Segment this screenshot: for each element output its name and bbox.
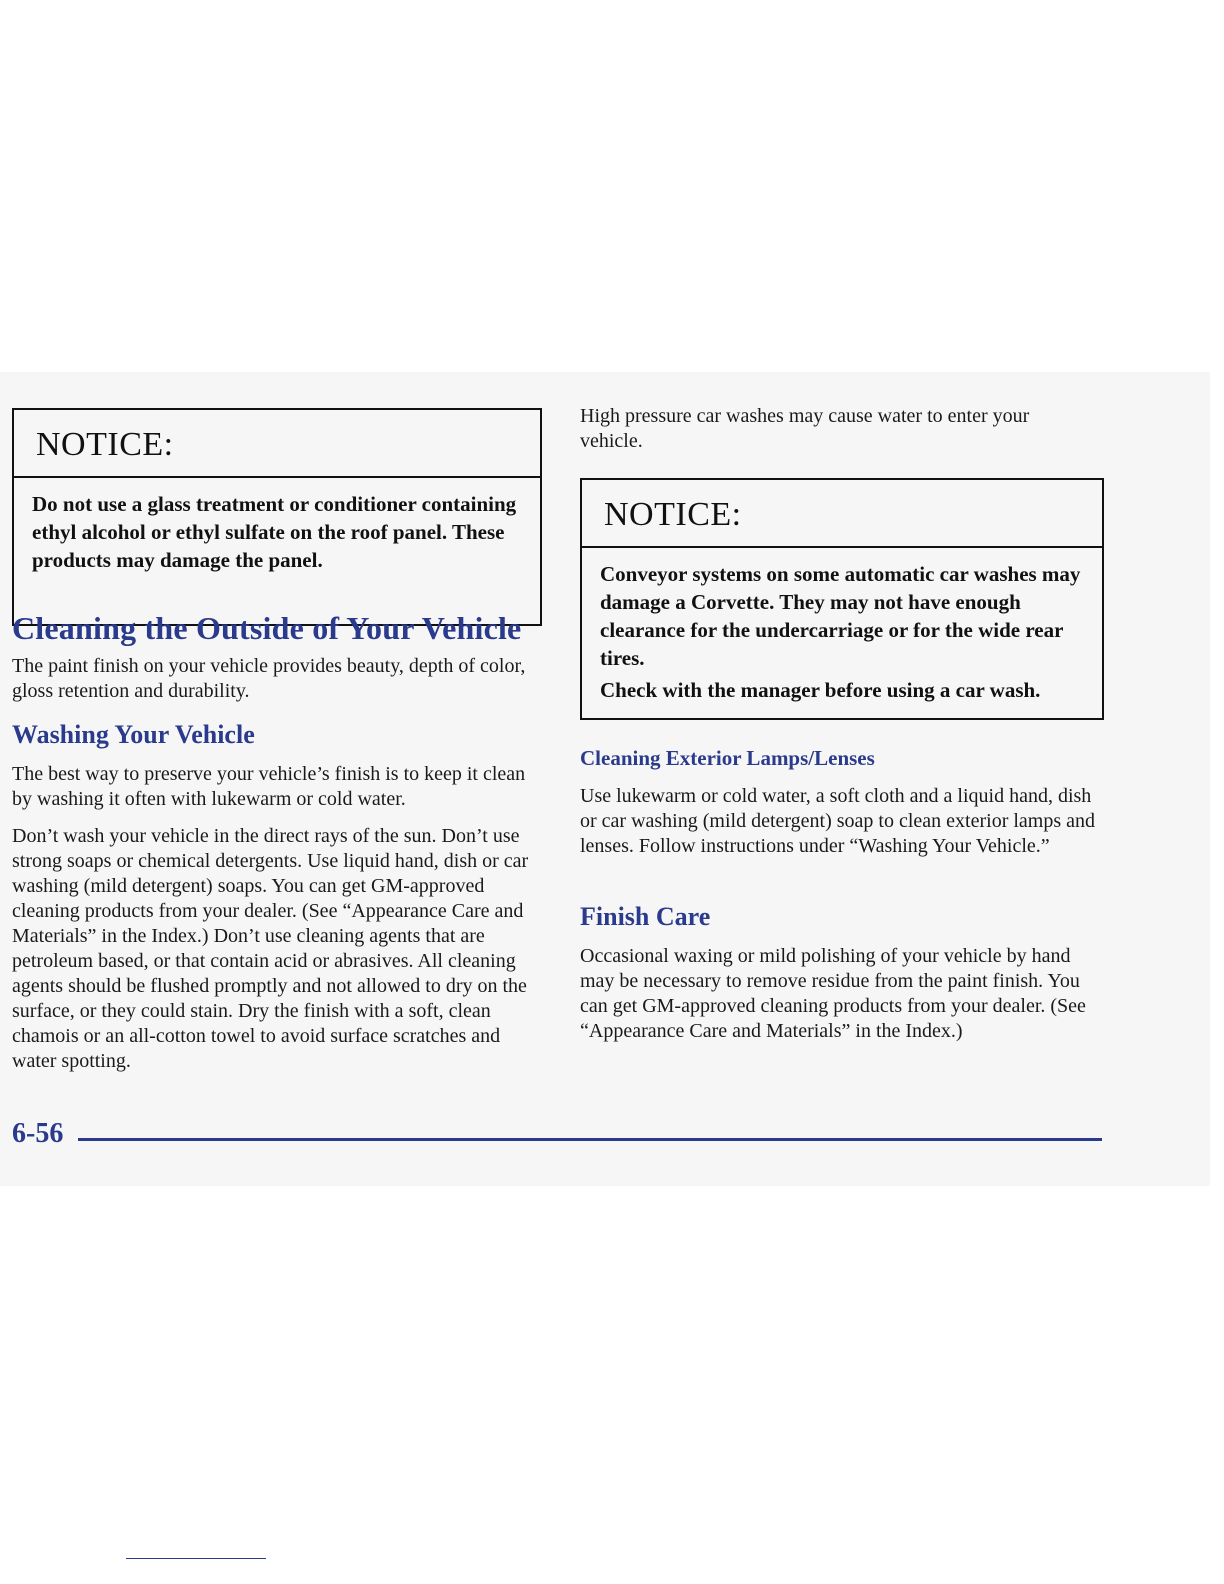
footer-rule: [78, 1138, 1102, 1141]
high-pressure-paragraph: High pressure car washes may cause water to enter your vehicle.: [580, 405, 1030, 452]
notice-heading: NOTICE:: [582, 480, 1102, 548]
notice-text-check-manager: Check with the manager before using a car wash.: [600, 678, 1041, 702]
subsection-title-washing: Washing Your Vehicle: [12, 720, 255, 749]
finish-care-paragraph: Occasional waxing or mild polishing of your vehicle by hand may be necessary to remove residue from the paint finish. You can get GM-approved cleaning products from your dealer. (See “Appearance Care and Materials” in the Index.): [580, 945, 1086, 1042]
page-number: 6-56: [12, 1118, 64, 1149]
manual-page: [0, 372, 1210, 1186]
notice-text: Do not use a glass treatment or conditioner containing ethyl alcohol or ethyl sulfate on the roof panel. These products may damage the panel.: [32, 492, 517, 572]
notice-heading: NOTICE:: [14, 410, 540, 478]
washing-paragraph-2: Don’t wash your vehicle in the direct rays of the sun. Don’t use strong soaps or chemical detergents. Use liquid hand, dish or car washing (mild detergent) soaps. You can get GM-approved cleaning products from your dealer. (See “Appearance Care and Materials” in the Index.) Don’t use cleaning agents that are petroleum based, or that contain acid or abrasives. All cleaning agents should be flushed promptly and not allowed to dry on the surface, or they could stain. Dry the finish with a soft, clean chamois or an all-cotton towel to avoid surface scratches and water spotting.: [12, 825, 529, 1072]
subsection-title-finish-care: Finish Care: [580, 902, 711, 931]
section-intro-paragraph: The paint finish on your vehicle provides beauty, depth of color, gloss retention and durability.: [12, 655, 526, 702]
section-title-cleaning-outside: Cleaning the Outside of Your Vehicle: [12, 610, 522, 646]
subsection-title-lamps-lenses: Cleaning Exterior Lamps/Lenses: [580, 746, 875, 770]
notice-body: [582, 548, 1102, 714]
bottom-rule: [126, 1558, 266, 1559]
notice-box-roof-panel: [12, 408, 542, 626]
lamps-paragraph: Use lukewarm or cold water, a soft cloth and a liquid hand, dish or car washing (mild detergent) soap to clean exterior lamps and lenses. Follow instructions under “Washing Your Vehicle.”: [580, 785, 1096, 857]
notice-body: [14, 478, 540, 584]
notice-box-conveyor: [580, 478, 1104, 720]
notice-text-conveyor: Conveyor systems on some automatic car washes may damage a Corvette. They may not have enough clearance for the undercarriage or for the wide rear tires.: [600, 562, 1081, 670]
washing-paragraph-1: The best way to preserve your vehicle’s finish is to keep it clean by washing it often with lukewarm or cold water.: [12, 763, 526, 810]
